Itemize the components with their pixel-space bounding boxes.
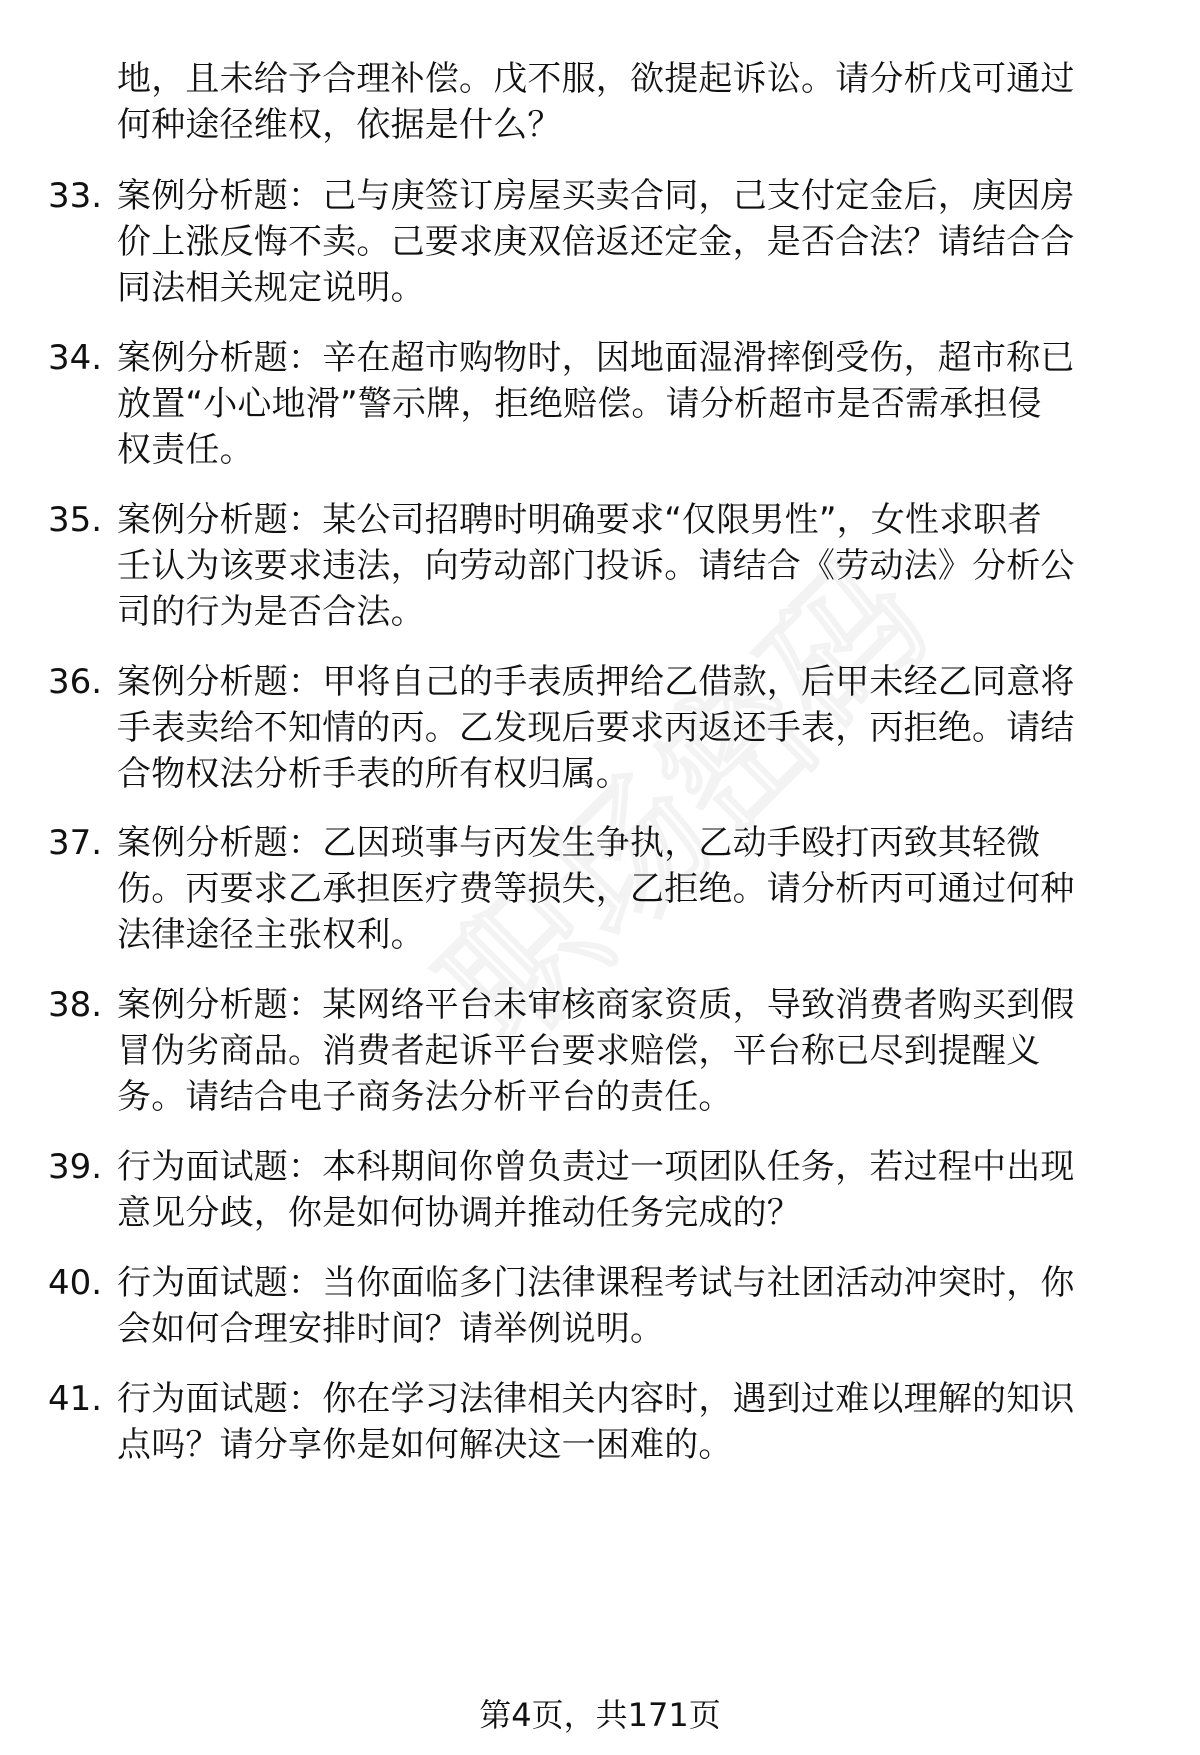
- question-line: 法律途径主张权利。: [117, 915, 425, 955]
- question-number: 38.: [48, 985, 103, 1025]
- question-line: 案例分析题：辛在超市购物时，因地面湿滑摔倒受伤，超市称已: [117, 338, 1075, 378]
- question-line: 案例分析题：乙因琐事与丙发生争执，乙动手殴打丙致其轻微: [117, 823, 1041, 863]
- question-number: 34.: [48, 338, 103, 378]
- question-number: 40.: [48, 1263, 103, 1303]
- question-line: 价上涨反悔不卖。己要求庚双倍返还定金，是否合法？请结合合: [117, 222, 1075, 262]
- question-line: 点吗？请分享你是如何解决这一困难的。: [117, 1425, 733, 1465]
- question-line: 放置“小心地滑”警示牌，拒绝赔偿。请分析超市是否需承担侵: [117, 384, 1042, 424]
- question-line: 行为面试题：你在学习法律相关内容时，遇到过难以理解的知识: [117, 1379, 1075, 1419]
- question-line: 务。请结合电子商务法分析平台的责任。: [117, 1077, 733, 1117]
- question-number: 41.: [48, 1379, 103, 1419]
- intro-line: 地，且未给予合理补偿。戊不服，欲提起诉讼。请分析戊可通过: [117, 59, 1075, 99]
- question-line: 权责任。: [117, 430, 254, 470]
- question-line: 伤。丙要求乙承担医疗费等损失，乙拒绝。请分析丙可通过何种: [117, 869, 1075, 909]
- question-line: 行为面试题：本科期间你曾负责过一项团队任务，若过程中出现: [117, 1147, 1075, 1187]
- question-number: 36.: [48, 662, 103, 702]
- question-line: 案例分析题：甲将自己的手表质押给乙借款，后甲未经乙同意将: [117, 662, 1075, 702]
- question-line: 案例分析题：某网络平台未审核商家资质，导致消费者购买到假: [117, 985, 1075, 1025]
- question-line: 合物权法分析手表的所有权归属。: [117, 754, 630, 794]
- question-line: 司的行为是否合法。: [117, 592, 425, 632]
- question-line: 冒伪劣商品。消费者起诉平台要求赔偿，平台称已尽到提醒义: [117, 1031, 1041, 1071]
- question-line: 手表卖给不知情的丙。乙发现后要求丙返还手表，丙拒绝。请结: [117, 708, 1075, 748]
- question-line: 意见分歧，你是如何协调并推动任务完成的？: [117, 1193, 801, 1233]
- question-number: 39.: [48, 1147, 103, 1187]
- page-number-footer: 第4页，共171页: [479, 1696, 721, 1734]
- question-line: 行为面试题：当你面临多门法律课程考试与社团活动冲突时，你: [117, 1263, 1075, 1303]
- question-line: 会如何合理安排时间？请举例说明。: [117, 1309, 665, 1349]
- question-line: 同法相关规定说明。: [117, 268, 425, 308]
- intro-line: 何种途径维权，依据是什么？: [117, 105, 562, 145]
- question-line: 壬认为该要求违法，向劳动部门投诉。请结合《劳动法》分析公: [117, 546, 1075, 586]
- question-line: 案例分析题：某公司招聘时明确要求“仅限男性”，女性求职者: [117, 500, 1042, 540]
- question-number: 35.: [48, 500, 103, 540]
- question-number: 37.: [48, 823, 103, 863]
- question-number: 33.: [48, 176, 103, 216]
- question-line: 案例分析题：己与庚签订房屋买卖合同，己支付定金后，庚因房: [117, 176, 1075, 216]
